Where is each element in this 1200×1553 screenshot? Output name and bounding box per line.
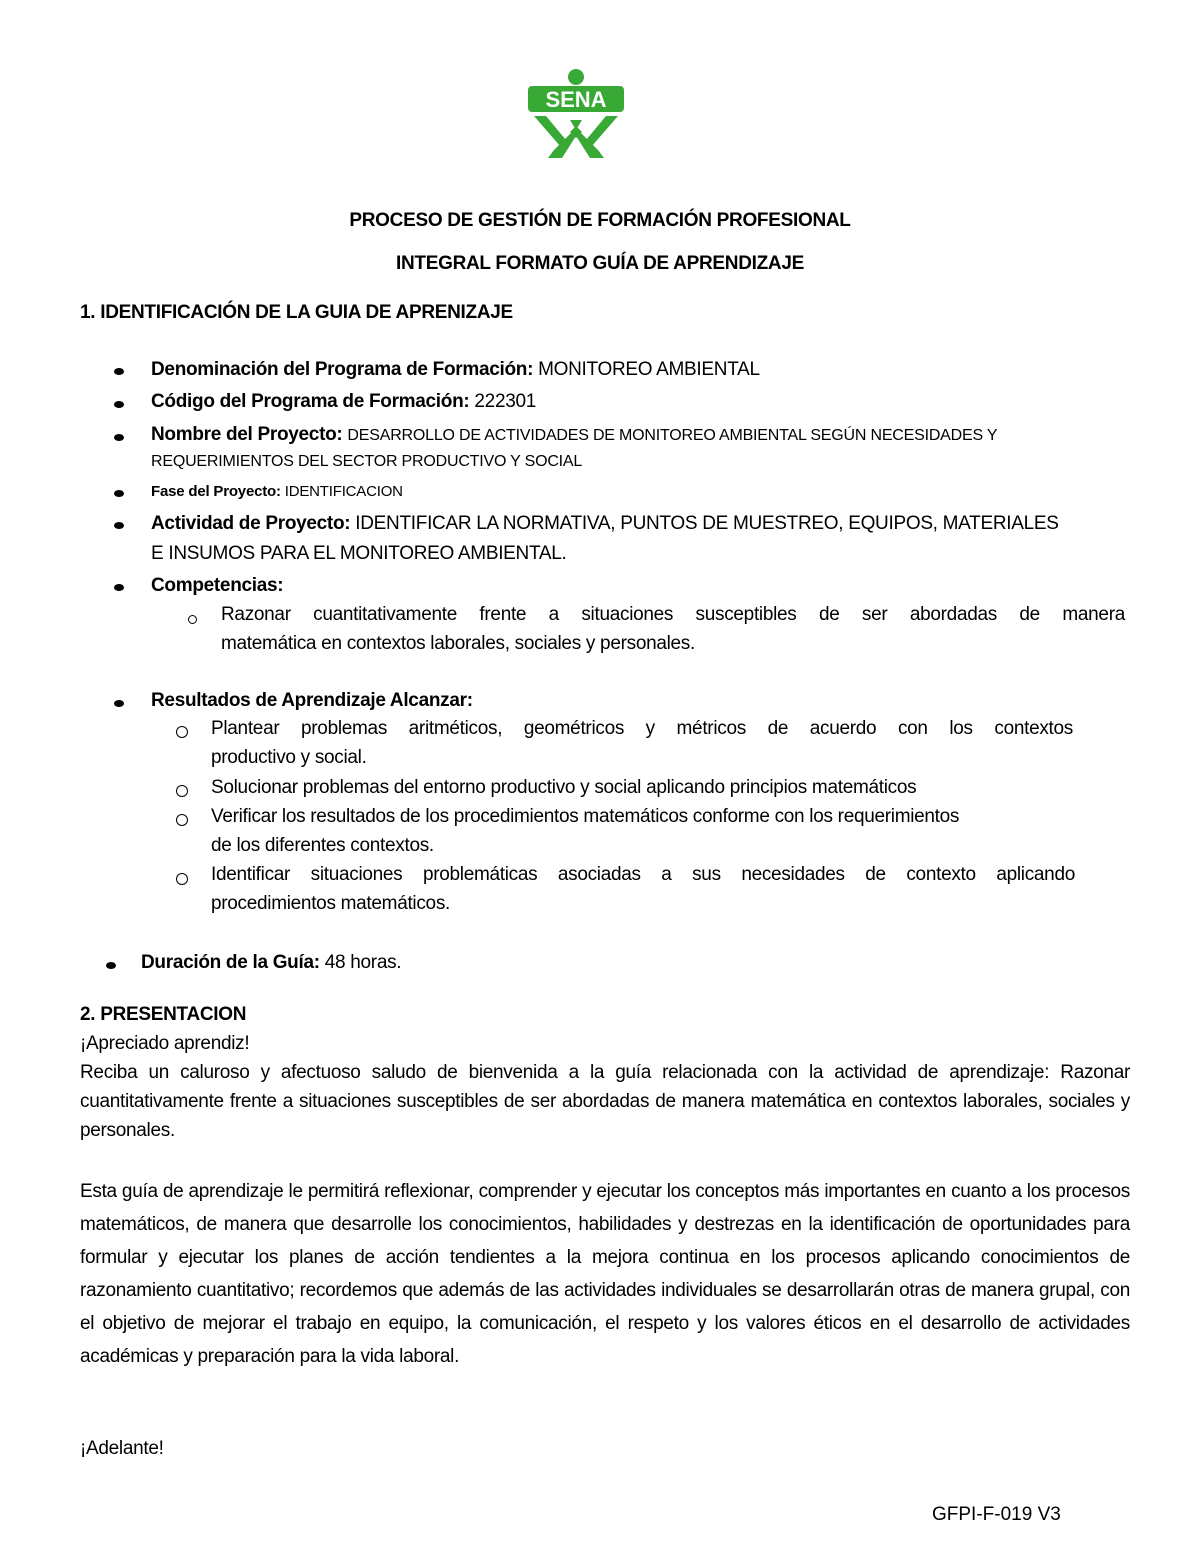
closing: ¡Adelante! xyxy=(80,1438,164,1459)
item-value: DESARROLLO DE ACTIVIDADES DE MONITOREO AMBIENTAL SEGÚN NECESIDADES Y xyxy=(347,427,998,444)
document-code: GFPI-F-019 V3 xyxy=(932,1504,1061,1525)
item-actividad: Actividad de Proyecto: IDENTIFICAR LA NORMATIVA, PUNTOS DE MUESTREO, EQUIPOS, MATERIALES xyxy=(151,513,1059,534)
presentation-paragraph-1: Reciba un caluroso y afectuoso saludo de bienvenida a la guía relacionada con la actividad de aprendizaje: Razonar cuantitativamente frente a situaciones susceptibles de ser abordadas de manera matemática en contextos laborales, sociales y personales. xyxy=(80,1062,1130,1141)
section-2-heading: 2. PRESENTACION xyxy=(80,1004,247,1025)
competencia-line1: Razonar cuantitativamente frente a situaciones susceptibles de ser abordadas de manera xyxy=(221,604,1125,625)
item-duracion xyxy=(141,952,401,974)
resultado-3-line2: de los diferentes contextos. xyxy=(211,835,434,856)
resultado-4-line1: Identificar situaciones problemáticas asociadas a sus necesidades de contexto aplicando xyxy=(211,864,1075,885)
item-value: 222301 xyxy=(474,391,537,412)
item-resultados: Resultados de Aprendizaje Alcanzar: xyxy=(151,690,473,711)
item-label: Competencias: xyxy=(151,575,284,596)
resultado-1-line2: productivo y social. xyxy=(211,747,367,768)
bullet-icon xyxy=(114,401,124,408)
item-fase: Fase del Proyecto: IDENTIFICACION xyxy=(151,483,403,500)
presentation-paragraph-2: Esta guía de aprendizaje le permitirá reflexionar, comprender y ejecutar los conceptos más importantes en cuanto a los procesos matemáticos, de manera que desarrolle los conocimientos, habilidades y destrezas en la identificación de oportunidades para formular y ejecutar los planes de acción tendientes a la mejora continua en los procesos aplicando conocimientos de razonamiento cuantitativo; recordemos que además de las actividades individuales se desarrollarán otras de manera grupal, con el objetivo de mejorar el trabajo en equipo, la comunicación, el respeto y los valores éticos en el desarrollo de actividades académicas y preparación para la vida laboral. xyxy=(80,1181,1130,1367)
item-label: Fase del Proyecto xyxy=(151,483,276,500)
bullet-icon xyxy=(114,584,124,591)
competencia-line2: matemática en contextos laborales, sociales y personales. xyxy=(221,633,695,654)
bullet-icon xyxy=(106,962,116,969)
resultado-1-line1: Plantear problemas aritméticos, geométricos y métricos de acuerdo con los contextos xyxy=(211,718,1073,739)
item-label: Denominación del Programa de Formación xyxy=(151,359,528,380)
sub-bullet-icon xyxy=(188,615,197,624)
item-label: Nombre del Proyecto xyxy=(151,424,337,445)
item-value: IDENTIFICAR LA NORMATIVA, PUNTOS DE MUESTREO, EQUIPOS, MATERIALES xyxy=(355,513,1059,534)
bullet-icon xyxy=(114,434,124,441)
item-denominacion: Denominación del Programa de Formación: MONITOREO AMBIENTAL xyxy=(151,359,760,380)
duracion-value: 48 horas. xyxy=(324,952,402,973)
document-title: PROCESO DE GESTIÓN DE FORMACIÓN PROFESIONAL xyxy=(349,210,851,231)
item-value-continued: E INSUMOS PARA EL MONITOREO AMBIENTAL. xyxy=(151,543,567,564)
bullet-icon xyxy=(114,522,124,529)
document-subtitle: INTEGRAL FORMATO GUÍA DE APRENDIZAJE xyxy=(396,253,804,274)
sub-bullet-icon xyxy=(176,726,188,738)
sub-bullet-icon xyxy=(176,873,188,885)
resultado-2-line1: Solucionar problemas del entorno productivo y social aplicando principios matemáticos xyxy=(211,777,917,798)
sena-logo xyxy=(526,66,626,162)
item-value: MONITOREO AMBIENTAL xyxy=(538,359,760,380)
resultado-4-line2: procedimientos matemáticos. xyxy=(211,893,451,914)
item-value-continued: REQUERIMIENTOS DEL SECTOR PRODUCTIVO Y SOCIAL xyxy=(151,453,583,470)
duracion-label: Duración de la Guía: xyxy=(141,952,320,973)
item-value: IDENTIFICACION xyxy=(284,483,403,500)
sub-bullet-icon xyxy=(176,814,188,826)
item-nombre-proyecto: Nombre del Proyecto: DESARROLLO DE ACTIVIDADES DE MONITOREO AMBIENTAL SEGÚN NECESIDADES Y xyxy=(151,424,998,445)
item-label: Resultados de Aprendizaje Alcanzar xyxy=(151,690,467,711)
sub-bullet-icon xyxy=(176,785,188,797)
resultado-3-line1: Verificar los resultados de los procedimientos matemáticos conforme con los requerimientos xyxy=(211,806,960,827)
section-1-heading: 1. IDENTIFICACIÓN DE LA GUIA DE APRENIZAJE xyxy=(80,302,513,323)
item-codigo: Código del Programa de Formación: 222301 xyxy=(151,391,537,412)
greeting: ¡Apreciado aprendiz! xyxy=(80,1033,250,1054)
bullet-icon xyxy=(114,368,124,375)
bullet-icon xyxy=(114,700,124,707)
item-label: Código del Programa de Formación xyxy=(151,391,464,412)
item-competencias xyxy=(151,575,283,597)
item-label: Actividad de Proyecto xyxy=(151,513,345,534)
bullet-icon xyxy=(114,490,124,497)
logo-text: SENA xyxy=(545,87,607,112)
